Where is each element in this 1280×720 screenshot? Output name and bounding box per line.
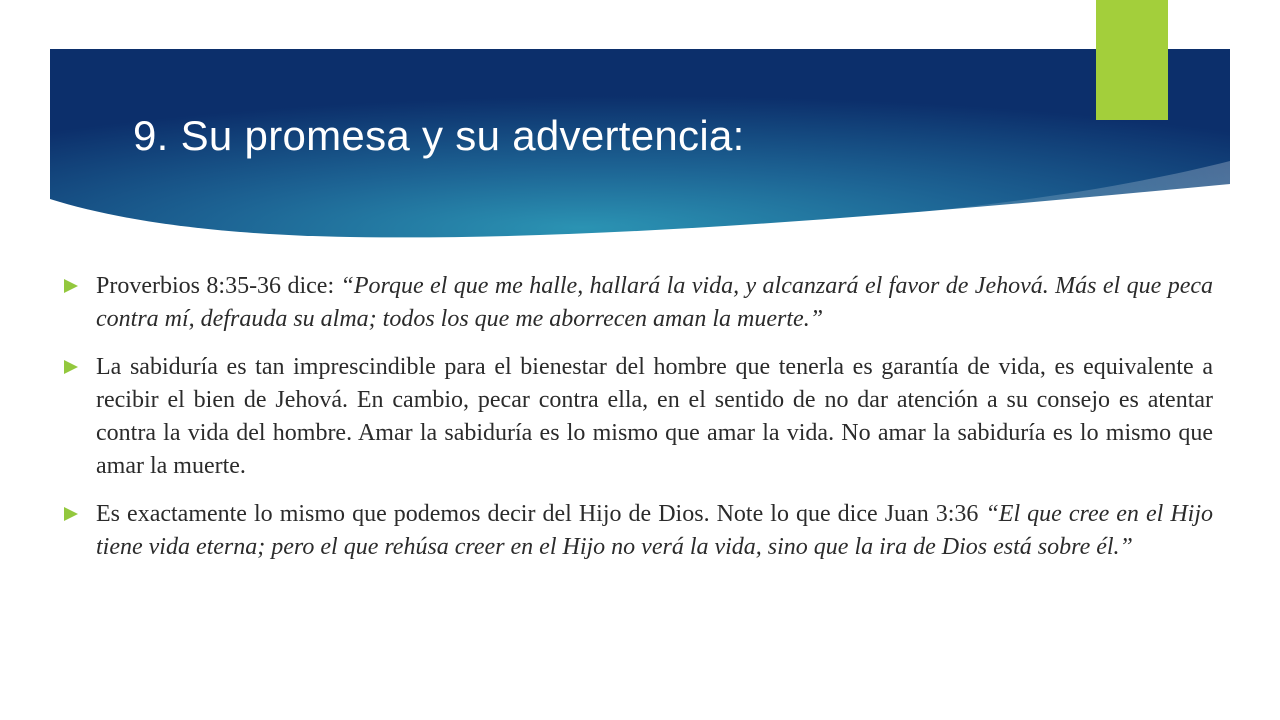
- bullet-text: Es exactamente lo mismo que podemos decir del Hijo de Dios. Note lo que dice Juan 3:36: [96, 501, 986, 527]
- accent-tab: [1096, 0, 1168, 120]
- bullet-item: [64, 498, 1213, 564]
- bullet-list: [64, 270, 1213, 579]
- triangle-arrow-right-icon: [64, 360, 78, 374]
- triangle-arrow-right-icon: [64, 507, 78, 521]
- bullet-text: Proverbios 8:35-36 dice:: [96, 273, 341, 299]
- triangle-arrow-right-icon: [64, 279, 78, 293]
- bullet-quote: “El que cree en el Hijo tiene vida eterna; pero el que rehúsa creer en el Hijo no verá la vida, sino que la ira de Dios está sobre él.”: [96, 501, 1214, 560]
- bullet-item: [64, 351, 1213, 483]
- slide-title: 9. Su promesa y su advertencia:: [133, 112, 745, 159]
- bullet-text: La sabiduría es tan imprescindible para el bienestar del hombre que tenerla es garantía de vida, es equivalente a recibir el bien de Jehová. En cambio, pecar contra ella, en el sentido de no dar atención a su consejo es atentar contra la vida del hombre. Amar la sabiduría es lo mismo que amar la vida. No amar la sabiduría es lo mismo que amar la muerte.: [96, 354, 1213, 479]
- bullet-item: [64, 270, 1213, 336]
- bullet-quote: “Porque el que me halle, hallará la vida, y alcanzará el favor de Jehová. Más el que peca contra mí, defrauda su alma; todos los que me aborrecen aman la muerte.”: [96, 273, 1213, 332]
